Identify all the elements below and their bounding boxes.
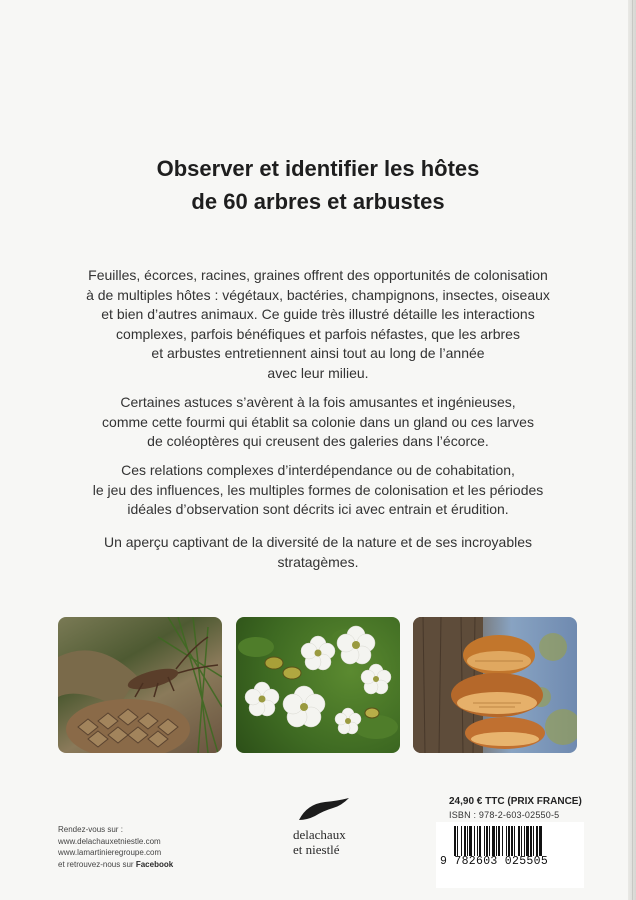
barcode-bar	[526, 826, 529, 856]
paragraph-line: complexes, parfois bénéfiques et parfois néfastes, que les arbres	[116, 325, 520, 342]
facebook-link[interactable]: Facebook	[135, 859, 174, 869]
barcode-bar	[539, 826, 542, 856]
barcode-bar	[521, 826, 522, 856]
paragraph-line: stratagèmes.	[277, 553, 359, 570]
paragraph-line: de coléoptères qui creusent des galeries dans l’écorce.	[147, 433, 489, 449]
barcode-number: 9 782603 025505	[440, 855, 549, 868]
barcode-bar	[511, 826, 513, 856]
paragraph-line: et arbustes entretiennent ainsi tout au long de l’année	[151, 345, 485, 361]
website-link[interactable]: www.delachauxetniestle.com	[58, 836, 161, 846]
barcode-bar	[486, 826, 488, 856]
isbn-label: ISBN : 978-2-603-02550-5	[449, 810, 560, 820]
paragraph-line: Feuilles, écorces, racines, graines offrent des opportunités de colonisation	[88, 267, 548, 283]
barcode-bar	[518, 826, 520, 856]
paragraph-astuces	[0, 393, 636, 452]
photo-beetles-blossoms	[236, 617, 400, 753]
paragraph-line: avec leur milieu.	[267, 364, 369, 381]
publisher-logo	[293, 796, 363, 857]
barcode-bar	[457, 826, 458, 856]
publisher-name-line-2: et niestlé	[293, 842, 340, 857]
paragraph-line: Un aperçu captivant de la diversité de la nature et de ses incroyables	[103, 534, 533, 550]
barcode-bar	[524, 826, 525, 856]
photo-bracket-fungus	[413, 617, 577, 753]
paragraph-line: comme cette fourmi qui établit sa colonie dans un gland ou ces larves	[102, 413, 534, 430]
paragraph-line: à de multiples hôtes : végétaux, bactéries, champignons, insectes, oiseaux	[86, 286, 550, 303]
paragraph-line: et bien d’autres animaux. Ce guide très illustré détaille les interactions	[101, 306, 535, 322]
barcode-bar	[506, 826, 507, 856]
paragraph-apercu	[0, 533, 636, 572]
paragraph-intro	[0, 266, 636, 383]
paragraph-line: idéales d’observation sont décrits ici avec entrain et érudition.	[127, 501, 509, 517]
page-title	[0, 152, 636, 218]
website-link[interactable]: www.lamartinieregroupe.com	[58, 848, 162, 857]
barcode-bar	[533, 826, 534, 856]
barcode-bar	[514, 826, 515, 856]
barcode-bar	[492, 826, 495, 856]
barcode-bar	[454, 826, 456, 856]
footer-line: Rendez-vous sur :	[58, 825, 123, 834]
footer-facebook-prefix: et retrouvez-nous sur	[58, 859, 134, 869]
paragraph-relations	[0, 461, 636, 520]
paragraph-line: Certaines astuces s’avèrent à la fois amusantes et ingénieuses,	[120, 394, 516, 410]
barcode-bar	[536, 826, 538, 856]
barcode-bar	[467, 826, 468, 856]
barcode-bar	[479, 826, 481, 856]
barcode-bar	[508, 826, 510, 856]
publisher-name-line-1: delachaux	[293, 827, 346, 842]
price-label: 24,90 € TTC (PRIX FRANCE)	[449, 796, 582, 807]
barcode-bar	[461, 826, 462, 856]
paragraph-line: le jeu des influences, les multiples formes de colonisation et les périodes	[92, 481, 544, 498]
barcode-bar	[496, 826, 497, 856]
photo-beetle-pinecone	[58, 617, 222, 753]
barcode-bar	[484, 826, 485, 856]
barcode-bar	[474, 826, 475, 856]
barcode-bar	[502, 826, 503, 856]
barcode-bar	[469, 826, 472, 856]
barcode-bar	[464, 826, 466, 856]
footer-line	[58, 859, 173, 871]
footer-links	[58, 824, 173, 870]
barcode-bar	[477, 826, 478, 856]
barcode-bar	[489, 826, 490, 856]
bird-logo-icon	[293, 796, 353, 822]
barcode-bar	[530, 826, 532, 856]
title-line-1: Observer et identifier les hôtes	[156, 156, 480, 181]
title-line-2: de 60 arbres et arbustes	[191, 189, 445, 214]
paragraph-line: Ces relations complexes d’interdépendance ou de cohabitation,	[121, 462, 515, 478]
barcode-bar	[498, 826, 500, 856]
